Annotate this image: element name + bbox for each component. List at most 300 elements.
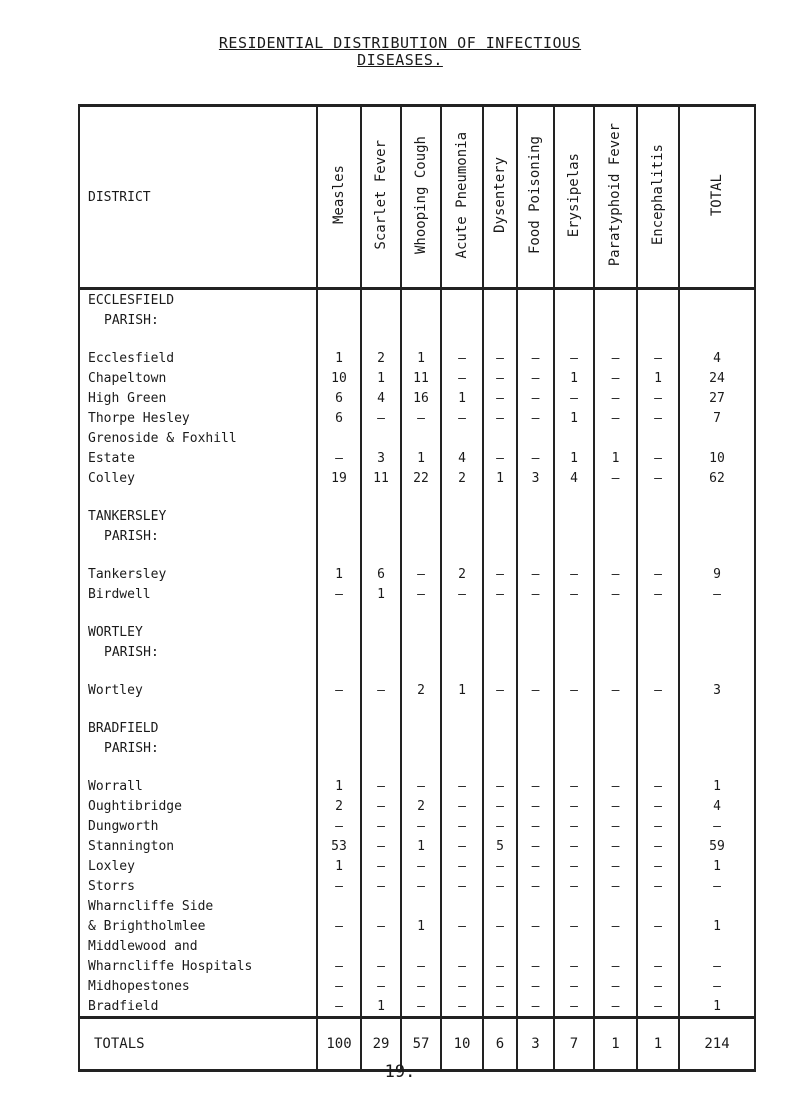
value-cell: – [483,680,517,700]
row-label: PARISH: [79,642,317,662]
value-cell: – [317,816,361,836]
empty-cell [517,506,554,526]
empty-cell [79,488,317,506]
value-cell: 3 [361,448,401,468]
table-row [79,408,755,428]
value-cell: – [361,816,401,836]
district-name: Oughtibridge [79,796,317,816]
value-cell: 1 [317,776,361,796]
empty-cell [401,289,441,311]
district-name: Colley [79,468,317,488]
table-body [79,289,755,1018]
value-cell: – [517,876,554,896]
empty-cell [483,642,517,662]
value-cell: 11 [401,368,441,388]
value-cell: – [317,680,361,700]
table-row [79,936,755,956]
empty-cell [679,604,755,622]
column-header-label: Dysentery [491,157,508,233]
value-cell: – [517,856,554,876]
empty-cell [79,546,317,564]
value-cell: 1 [361,996,401,1018]
empty-cell [554,700,594,718]
row-label: WORTLEY [79,622,317,642]
column-header-label: Paratyphoid Fever [607,123,624,267]
row-label: ECCLESFIELD [79,289,317,311]
empty-cell [517,718,554,738]
value-cell: – [637,876,679,896]
value-cell: – [441,796,483,816]
empty-cell [317,289,361,311]
empty-cell [637,488,679,506]
value-cell: 4 [361,388,401,408]
empty-cell [517,662,554,680]
empty-cell [361,718,401,738]
value-cell: – [637,408,679,428]
empty-cell [637,662,679,680]
empty-cell [679,622,755,642]
value-cell: – [554,816,594,836]
empty-cell [361,526,401,546]
empty-cell [554,936,594,956]
value-cell: 1 [679,916,755,936]
table-row [79,368,755,388]
value-cell: – [317,584,361,604]
column-header-label: TOTAL [708,173,725,217]
empty-cell [594,604,637,622]
value-cell: – [401,876,441,896]
empty-cell [441,604,483,622]
value-cell: – [317,996,361,1018]
value-cell: 1 [441,680,483,700]
empty-cell [679,936,755,956]
empty-cell [554,310,594,330]
total-cell: 3 [517,1018,554,1071]
empty-cell [79,662,317,680]
value-cell: – [401,816,441,836]
value-cell: – [594,776,637,796]
value-cell: – [637,916,679,936]
value-cell: – [594,796,637,816]
district-name: Wharncliffe Side [79,896,317,916]
row-label: PARISH: [79,738,317,758]
value-cell: – [637,448,679,468]
empty-cell [441,622,483,642]
table-row [79,916,755,936]
value-cell: – [441,348,483,368]
empty-cell [361,546,401,564]
value-cell: 7 [679,408,755,428]
empty-cell [637,700,679,718]
empty-cell [361,662,401,680]
empty-cell [554,758,594,776]
value-cell: – [483,816,517,836]
empty-cell [483,310,517,330]
totals-label: TOTALS [79,1018,317,1071]
empty-cell [483,330,517,348]
table-row [79,388,755,408]
value-cell: – [361,876,401,896]
table-row [79,468,755,488]
empty-cell [637,758,679,776]
empty-cell [679,526,755,546]
district-name: Bradfield [79,996,317,1018]
empty-cell [517,604,554,622]
value-cell: – [517,776,554,796]
empty-cell [594,546,637,564]
table-row [79,526,755,546]
value-cell: 1 [679,996,755,1018]
value-cell: 5 [483,836,517,856]
table-row [79,738,755,758]
empty-cell [401,488,441,506]
empty-cell [594,622,637,642]
district-name: Ecclesfield [79,348,317,368]
empty-cell [441,526,483,546]
table-row [79,448,755,468]
empty-cell [517,896,554,916]
empty-cell [679,738,755,758]
empty-cell [679,662,755,680]
empty-cell [679,700,755,718]
value-cell: 22 [401,468,441,488]
value-cell: – [441,976,483,996]
value-cell: – [679,956,755,976]
empty-cell [441,546,483,564]
value-cell: 11 [361,468,401,488]
empty-cell [517,642,554,662]
table-row [79,718,755,738]
total-cell: 6 [483,1018,517,1071]
value-cell: – [483,368,517,388]
spacer-row [79,330,755,348]
value-cell: – [483,856,517,876]
value-cell: – [637,836,679,856]
value-cell: 2 [317,796,361,816]
value-cell: – [441,776,483,796]
value-cell: – [594,836,637,856]
row-label: PARISH: [79,526,317,546]
value-cell: – [361,796,401,816]
value-cell: – [361,956,401,976]
district-name: Wharncliffe Hospitals [79,956,317,976]
empty-cell [637,428,679,448]
empty-cell [594,310,637,330]
empty-cell [637,936,679,956]
column-header [679,106,755,289]
empty-cell [679,506,755,526]
column-header-label: Erysipelas [565,152,582,238]
value-cell: – [594,816,637,836]
empty-cell [361,622,401,642]
value-cell: 6 [361,564,401,584]
empty-cell [679,642,755,662]
empty-cell [483,546,517,564]
value-cell: – [594,956,637,976]
empty-cell [554,622,594,642]
value-cell: – [361,408,401,428]
value-cell: 10 [679,448,755,468]
total-cell: 10 [441,1018,483,1071]
empty-cell [361,428,401,448]
empty-cell [679,488,755,506]
table-row [79,836,755,856]
value-cell: 59 [679,836,755,856]
district-name: Birdwell [79,584,317,604]
value-cell: – [554,916,594,936]
value-cell: – [679,876,755,896]
value-cell: 3 [517,468,554,488]
empty-cell [594,289,637,311]
value-cell: – [637,776,679,796]
value-cell: 1 [637,368,679,388]
empty-cell [483,700,517,718]
spacer-row [79,488,755,506]
empty-cell [79,758,317,776]
empty-cell [483,662,517,680]
value-cell: – [517,796,554,816]
value-cell: – [317,916,361,936]
empty-cell [679,758,755,776]
empty-cell [679,896,755,916]
value-cell: – [401,956,441,976]
column-header [401,106,441,289]
value-cell: – [517,816,554,836]
column-header [361,106,401,289]
value-cell: 6 [317,388,361,408]
table-row [79,506,755,526]
empty-cell [317,330,361,348]
empty-cell [441,700,483,718]
empty-cell [441,506,483,526]
value-cell: 1 [441,388,483,408]
table-row [79,428,755,448]
empty-cell [517,330,554,348]
empty-cell [637,310,679,330]
empty-cell [317,526,361,546]
value-cell: 1 [554,368,594,388]
value-cell: 9 [679,564,755,584]
empty-cell [594,428,637,448]
empty-cell [517,289,554,311]
district-name: Grenoside & Foxhill [79,428,317,448]
value-cell: – [441,996,483,1018]
value-cell: 6 [317,408,361,428]
table-row [79,289,755,311]
value-cell: – [361,836,401,856]
empty-cell [317,700,361,718]
value-cell: 2 [441,564,483,584]
empty-cell [361,488,401,506]
empty-cell [441,488,483,506]
empty-cell [594,642,637,662]
page-title-continued: DISEASES. [357,51,443,69]
value-cell: – [483,996,517,1018]
table-row [79,680,755,700]
value-cell: – [594,408,637,428]
value-cell: – [517,976,554,996]
empty-cell [79,604,317,622]
value-cell: – [317,956,361,976]
value-cell: – [594,564,637,584]
empty-cell [361,330,401,348]
district-name: Stannington [79,836,317,856]
value-cell: 4 [679,348,755,368]
row-label: PARISH: [79,310,317,330]
value-cell: – [637,468,679,488]
empty-cell [554,506,594,526]
empty-cell [401,428,441,448]
value-cell: – [517,348,554,368]
value-cell: 1 [401,836,441,856]
empty-cell [594,718,637,738]
empty-cell [401,604,441,622]
value-cell: – [401,856,441,876]
column-header [317,106,361,289]
value-cell: 2 [401,680,441,700]
value-cell: – [637,976,679,996]
value-cell: – [637,564,679,584]
empty-cell [554,662,594,680]
value-cell: 62 [679,468,755,488]
empty-cell [554,604,594,622]
empty-cell [441,310,483,330]
disease-table [78,104,756,1072]
value-cell: 1 [401,448,441,468]
column-header-label: Measles [330,165,347,225]
value-cell: – [483,348,517,368]
empty-cell [554,546,594,564]
value-cell: – [594,388,637,408]
table-row [79,348,755,368]
empty-cell [483,506,517,526]
value-cell: 10 [317,368,361,388]
value-cell: – [637,348,679,368]
empty-cell [361,642,401,662]
empty-cell [317,428,361,448]
value-cell: – [554,776,594,796]
value-cell: 4 [679,796,755,816]
empty-cell [637,622,679,642]
value-cell: 1 [554,448,594,468]
district-name: High Green [79,388,317,408]
empty-cell [483,896,517,916]
empty-cell [483,604,517,622]
value-cell: – [554,876,594,896]
empty-cell [441,428,483,448]
empty-cell [679,718,755,738]
empty-cell [594,488,637,506]
value-cell: 27 [679,388,755,408]
value-cell: 4 [441,448,483,468]
empty-cell [441,738,483,758]
empty-cell [517,738,554,758]
value-cell: – [554,388,594,408]
district-name: Middlewood and [79,936,317,956]
empty-cell [637,738,679,758]
empty-cell [637,546,679,564]
value-cell: – [401,408,441,428]
district-name: Tankersley [79,564,317,584]
value-cell: – [594,876,637,896]
total-cell: 57 [401,1018,441,1071]
district-name: Loxley [79,856,317,876]
value-cell: – [594,680,637,700]
empty-cell [679,330,755,348]
value-cell: – [679,816,755,836]
empty-cell [637,896,679,916]
value-cell: – [517,564,554,584]
empty-cell [401,718,441,738]
table-row [79,876,755,896]
value-cell: 16 [401,388,441,408]
table-row [79,976,755,996]
empty-cell [401,526,441,546]
empty-cell [79,700,317,718]
total-cell: 214 [679,1018,755,1071]
value-cell: – [361,856,401,876]
empty-cell [401,546,441,564]
value-cell: – [441,816,483,836]
empty-cell [361,936,401,956]
empty-cell [361,310,401,330]
table-row [79,642,755,662]
empty-cell [517,526,554,546]
value-cell: – [517,368,554,388]
value-cell: – [554,836,594,856]
empty-cell [483,428,517,448]
value-cell: 1 [361,368,401,388]
value-cell: – [554,976,594,996]
empty-cell [554,428,594,448]
value-cell: 3 [679,680,755,700]
value-cell: 1 [401,916,441,936]
value-cell: – [594,976,637,996]
page-title: RESIDENTIAL DISTRIBUTION OF INFECTIOUS [218,34,582,52]
empty-cell [317,936,361,956]
empty-cell [361,896,401,916]
empty-cell [679,428,755,448]
empty-cell [317,622,361,642]
empty-cell [517,936,554,956]
value-cell: – [637,856,679,876]
empty-cell [441,642,483,662]
value-cell: – [483,956,517,976]
district-name: Chapeltown [79,368,317,388]
empty-cell [317,546,361,564]
value-cell: – [594,856,637,876]
column-header-label: Whooping Cough [412,135,429,254]
value-cell: – [517,836,554,856]
empty-cell [401,642,441,662]
value-cell: – [483,448,517,468]
table-row [79,776,755,796]
table-row [79,622,755,642]
column-header [554,106,594,289]
district-name: Worrall [79,776,317,796]
empty-cell [679,310,755,330]
empty-cell [401,506,441,526]
column-header-label: Acute Pneumonia [453,131,470,259]
total-cell: 1 [637,1018,679,1071]
value-cell: – [637,956,679,976]
empty-cell [554,738,594,758]
empty-cell [317,896,361,916]
empty-cell [401,738,441,758]
empty-cell [483,289,517,311]
value-cell: – [483,408,517,428]
empty-cell [594,758,637,776]
